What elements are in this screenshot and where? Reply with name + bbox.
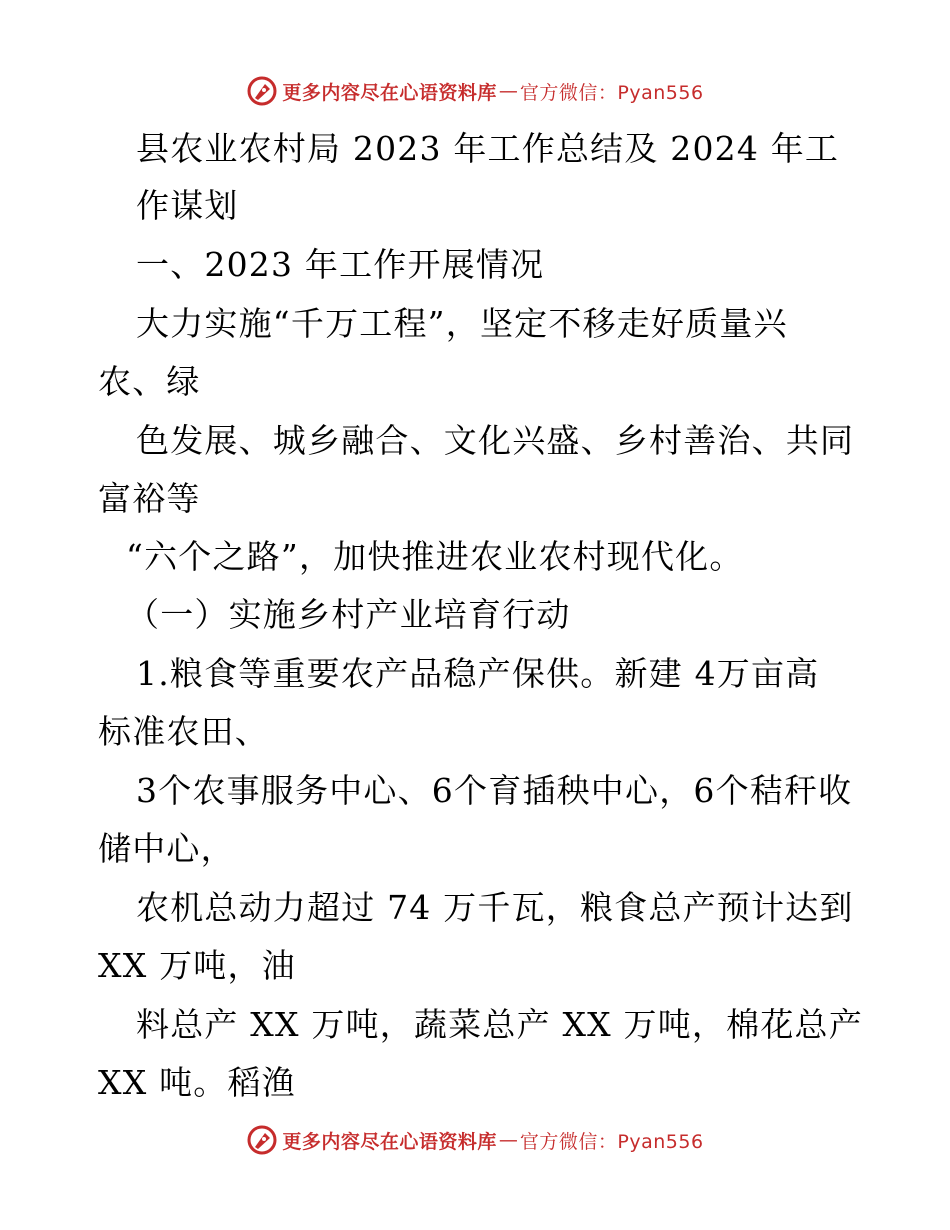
paragraph-line: 农机总动力超过 74 万千瓦，粮食总产预计达到 — [136, 888, 854, 927]
section-heading: 一、2023 年工作开展情况 — [136, 245, 545, 284]
title-line-1: 县农业农村局 2023 年工作总结及 2024 年工 — [136, 129, 840, 168]
watermark-text: 更多内容尽在心语资料库 — [282, 1130, 497, 1153]
paragraph-line: 料总产 XX 万吨，蔬菜总产 XX 万吨，棉花总产 — [136, 1005, 863, 1044]
paragraph-line: XX 万吨，油 — [98, 946, 296, 985]
paragraph-line: 储中心， — [98, 829, 235, 868]
paragraph-line: 标准农田、 — [98, 712, 269, 751]
subsection-heading: （一）实施乡村产业培育行动 — [126, 595, 571, 634]
paragraph-line: XX 吨。稻渔 — [98, 1063, 296, 1102]
watermark-separator: — — [498, 80, 518, 102]
watermark-separator: — — [498, 1129, 518, 1151]
paragraph-line: “六个之路”，加快推进农业农村现代化。 — [126, 537, 744, 576]
paragraph-line: 富裕等 — [98, 479, 201, 518]
watermark-text: 更多内容尽在心语资料库 — [282, 81, 497, 104]
pen-nib-logo-icon — [246, 75, 278, 107]
title-line-2: 作谋划 — [136, 186, 239, 225]
paragraph-line: 色发展、城乡融合、文化兴盛、乡村善治、共同 — [136, 421, 855, 460]
pen-nib-logo-icon — [246, 1124, 278, 1156]
watermark-sub: 官方微信：Pyan556 — [519, 81, 704, 104]
watermark-sub: 官方微信：Pyan556 — [519, 1130, 704, 1153]
paragraph-line: 农、绿 — [98, 362, 201, 401]
paragraph-line: 3个农事服务中心、6个育插秧中心，6个秸秆收 — [136, 771, 853, 810]
paragraph-line: 1.粮食等重要农产品稳产保供。新建 4万亩高 — [136, 654, 820, 693]
paragraph-line: 大力实施“千万工程”，坚定不移走好质量兴 — [136, 304, 788, 343]
watermark-banner-top — [0, 71, 950, 111]
watermark-banner-bottom — [0, 1120, 950, 1160]
